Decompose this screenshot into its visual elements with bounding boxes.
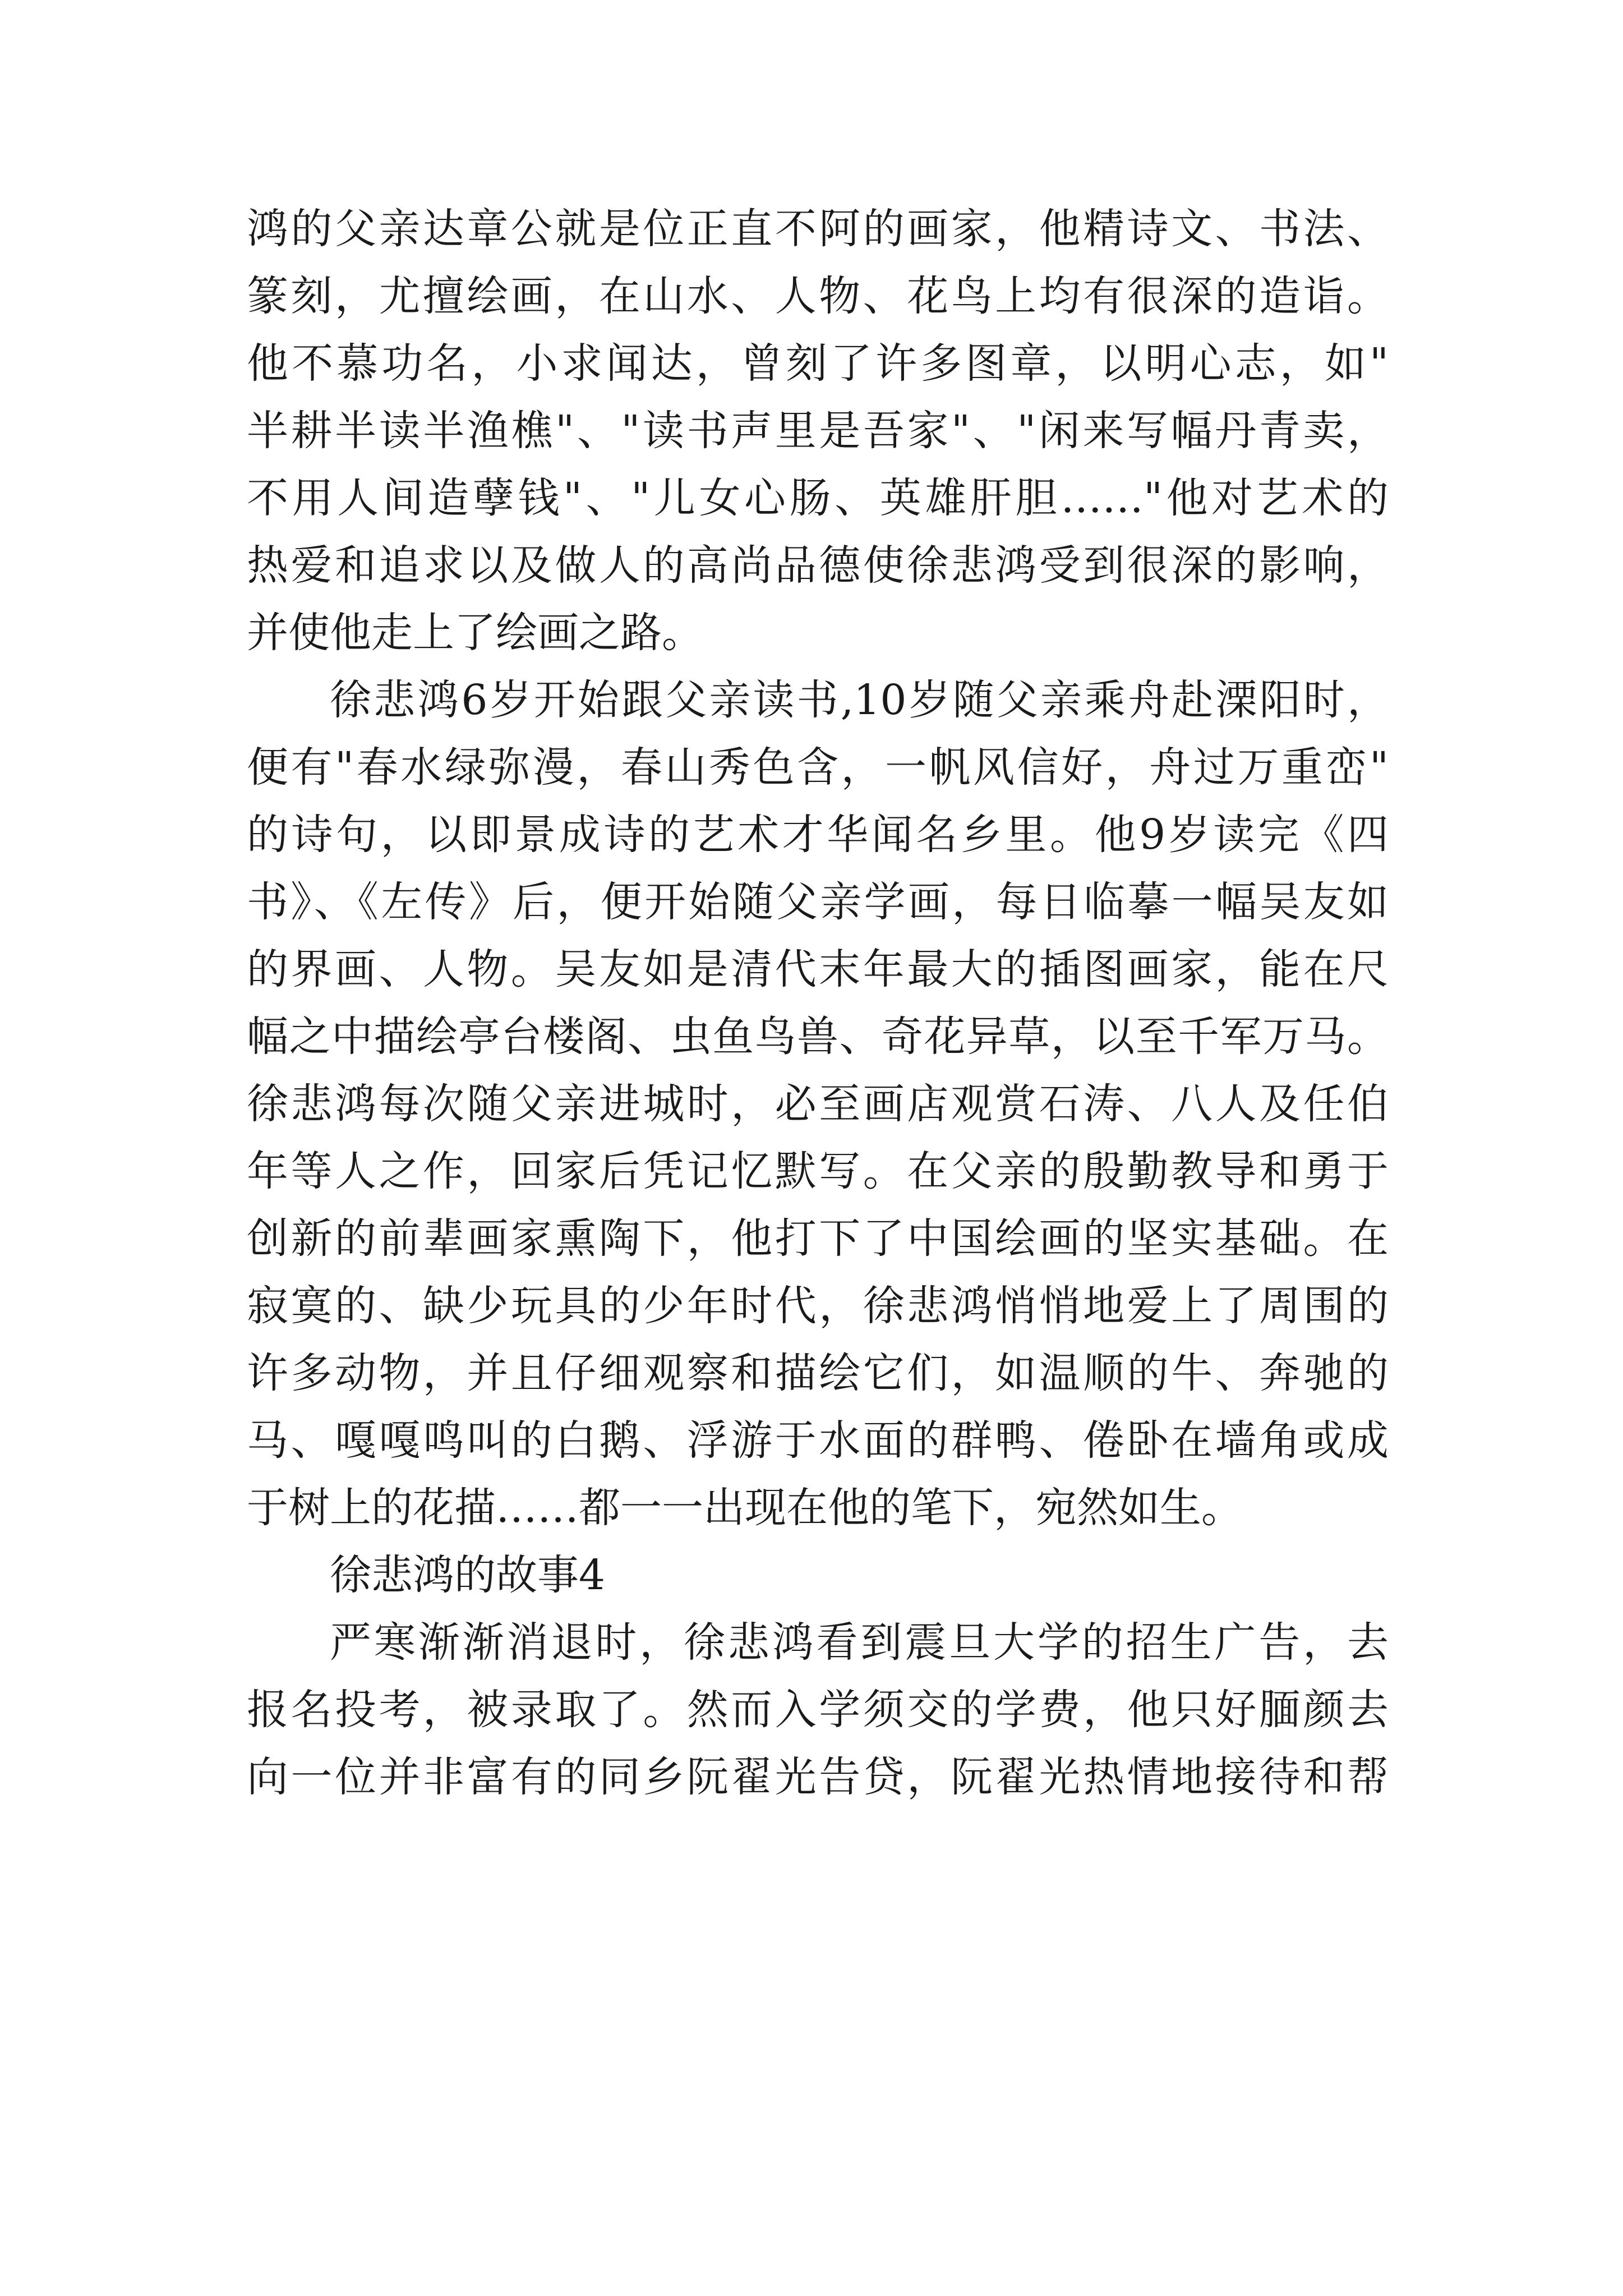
text-line: 报名投考，被录取了。然而入学须交的学费，他只好腼颜去: [247, 1686, 1389, 1734]
text-line: 书》、《左传》后，便开始随父亲学画，每日临摹一幅吴友如: [247, 878, 1389, 926]
text-line: 并使他走上了绘画之路。: [247, 609, 703, 657]
text-line: 创新的前辈画家熏陶下，他打下了中国绘画的坚实基础。在: [247, 1214, 1389, 1263]
text-line: 徐悲鸿每次随父亲进城时，必至画店观赏石涛、八人及任伯: [247, 1080, 1389, 1128]
text-line: 篆刻，尤擅绘画，在山水、人物、花鸟上均有很深的造诣。: [247, 272, 1389, 320]
text-line: 年等人之作，回家后凭记忆默写。在父亲的殷勤教导和勇于: [247, 1147, 1389, 1195]
text-line: 徐悲鸿的故事4: [330, 1551, 606, 1599]
text-line: 他不慕功名，小求闻达，曾刻了许多图章，以明心志，如": [247, 339, 1389, 388]
text-line: 半耕半读半渔樵"、"读书声里是吾家"、"闲来写幅丹青卖，: [247, 407, 1389, 455]
text-line: 于树上的花描……都一一出现在他的笔下，宛然如生。: [247, 1484, 1243, 1532]
text-line: 鸿的父亲达章公就是位正直不阿的画家，他精诗文、书法、: [247, 205, 1389, 253]
text-line: 的界画、人物。吴友如是清代末年最大的插图画家，能在尺: [247, 945, 1389, 993]
text-line: 的诗句，以即景成诗的艺术才华闻名乡里。他9岁读完《四: [247, 811, 1389, 859]
body-text: [247, 195, 1389, 1811]
text-line: 徐悲鸿6岁开始跟父亲读书,10岁随父亲乘舟赴溧阳时，: [330, 676, 1389, 724]
text-line: 许多动物，并且仔细观察和描绘它们，如温顺的牛、奔驰的: [247, 1349, 1389, 1397]
text-line: 热爱和追求以及做人的高尚品德使徐悲鸿受到很深的影响，: [247, 541, 1389, 590]
text-line: 便有"春水绿弥漫，春山秀色含，一帆风信好，舟过万重峦": [247, 743, 1389, 792]
text-line: 幅之中描绘亭台楼阁、虫鱼鸟兽、奇花异草，以至千军万马。: [247, 1013, 1389, 1061]
text-line: 向一位并非富有的同乡阮翟光告贷，阮翟光热情地接待和帮: [247, 1753, 1389, 1801]
text-line: 严寒渐渐消退时，徐悲鸿看到震旦大学的招生广告，去: [330, 1618, 1389, 1667]
text-line: 不用人间造孽钱"、"儿女心肠、英雄肝胆……"他对艺术的: [247, 474, 1389, 522]
text-line: 寂寞的、缺少玩具的少年时代，徐悲鸿悄悄地爱上了周围的: [247, 1282, 1389, 1330]
text-line: 马、嘎嘎鸣叫的白鹅、浮游于水面的群鸭、倦卧在墙角或成: [247, 1416, 1389, 1465]
